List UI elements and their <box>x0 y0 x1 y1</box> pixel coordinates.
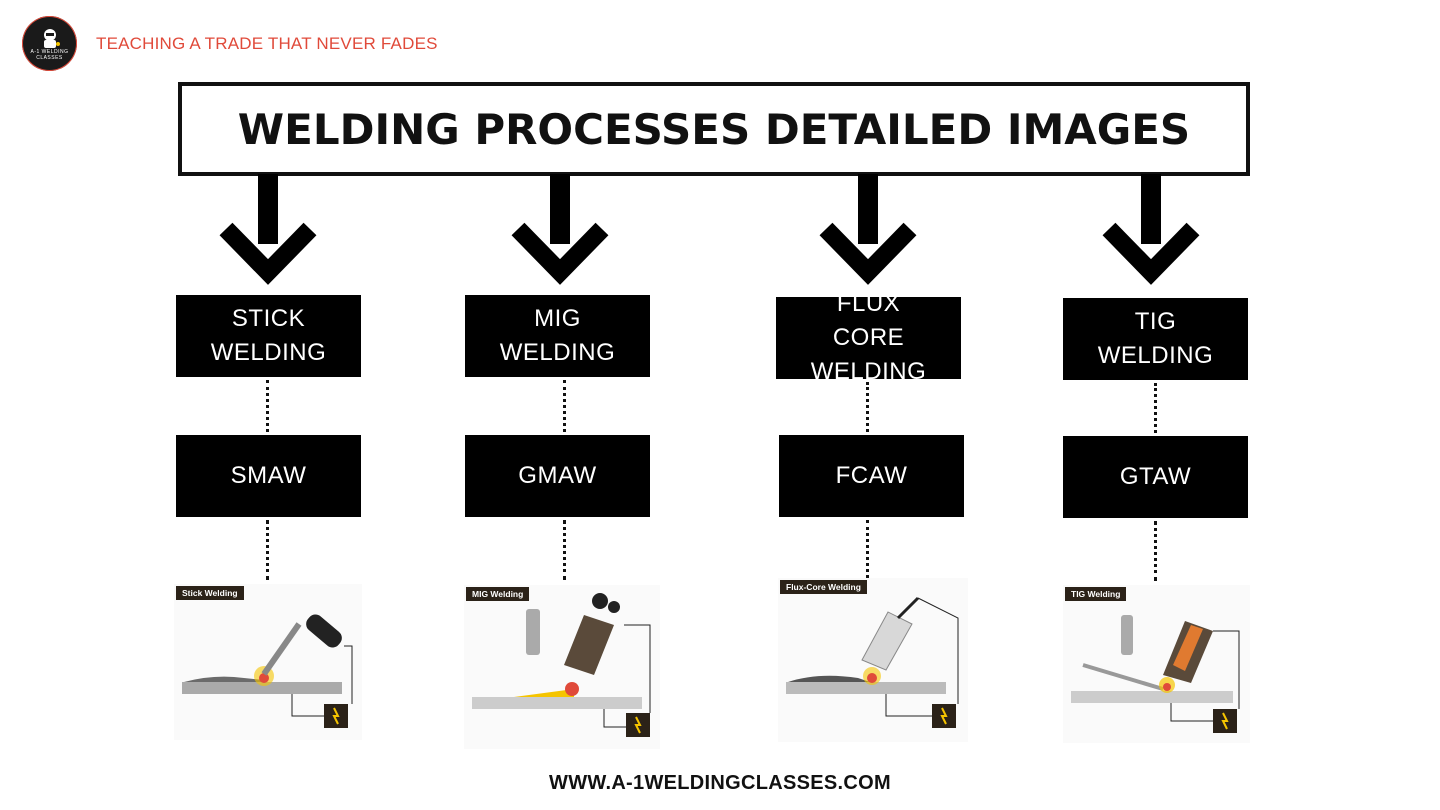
mig-welding-diagram-icon <box>464 585 660 749</box>
flux-core-welding-illustration <box>778 578 968 742</box>
process-name: FLUX CORE WELDING <box>810 290 927 385</box>
process-abbr: GTAW <box>1119 463 1192 490</box>
stick-welding-diagram-icon <box>174 584 362 740</box>
process-abbr: SMAW <box>230 462 307 489</box>
website-url[interactable]: WWW.A-1WELDINGCLASSES.COM <box>549 772 891 794</box>
dotted-connector <box>266 380 269 432</box>
process-name: MIG WELDING <box>499 305 616 366</box>
process-abbr-box-gmaw <box>465 435 650 517</box>
tig-welding-illustration <box>1063 585 1250 743</box>
illustration-label: Flux-Core Welding <box>780 580 867 594</box>
process-abbr-box-fcaw <box>779 435 964 517</box>
tagline: TEACHING A TRADE THAT NEVER FADES <box>96 34 438 53</box>
illustration-label: MIG Welding <box>466 587 529 601</box>
page-title: WELDING PROCESSES DETAILED IMAGES <box>237 104 1191 154</box>
title-box <box>178 82 1250 176</box>
dotted-connector <box>563 380 566 432</box>
process-abbr-box-gtaw <box>1063 436 1248 518</box>
dotted-connector <box>1154 521 1157 581</box>
down-arrow-icon <box>1101 174 1201 286</box>
dotted-connector <box>866 382 869 432</box>
illustration-label: TIG Welding <box>1065 587 1126 601</box>
down-arrow-icon <box>818 174 918 286</box>
stick-welding-illustration <box>174 584 362 740</box>
tig-welding-diagram-icon <box>1063 585 1250 743</box>
down-arrow-icon <box>510 174 610 286</box>
process-name-box-mig <box>465 295 650 377</box>
process-name: STICK WELDING <box>210 305 327 366</box>
down-arrow-icon <box>218 174 318 286</box>
process-name: TIG WELDING <box>1097 308 1214 369</box>
dotted-connector <box>1154 383 1157 433</box>
process-abbr: FCAW <box>835 462 908 489</box>
process-name-box-stick <box>176 295 361 377</box>
dotted-connector <box>866 520 869 578</box>
flux-core-welding-diagram-icon <box>778 578 968 742</box>
welder-logo-icon <box>37 27 63 49</box>
logo-text: A-1 WELDING CLASSES <box>30 48 69 61</box>
dotted-connector <box>266 520 269 580</box>
dotted-connector <box>563 520 566 580</box>
logo <box>22 16 77 71</box>
process-name-box-tig <box>1063 298 1248 380</box>
mig-welding-illustration <box>464 585 660 749</box>
process-abbr-box-smaw <box>176 435 361 517</box>
process-abbr: GMAW <box>518 462 597 489</box>
process-name-box-flux-core <box>776 290 961 385</box>
illustration-label: Stick Welding <box>176 586 244 600</box>
